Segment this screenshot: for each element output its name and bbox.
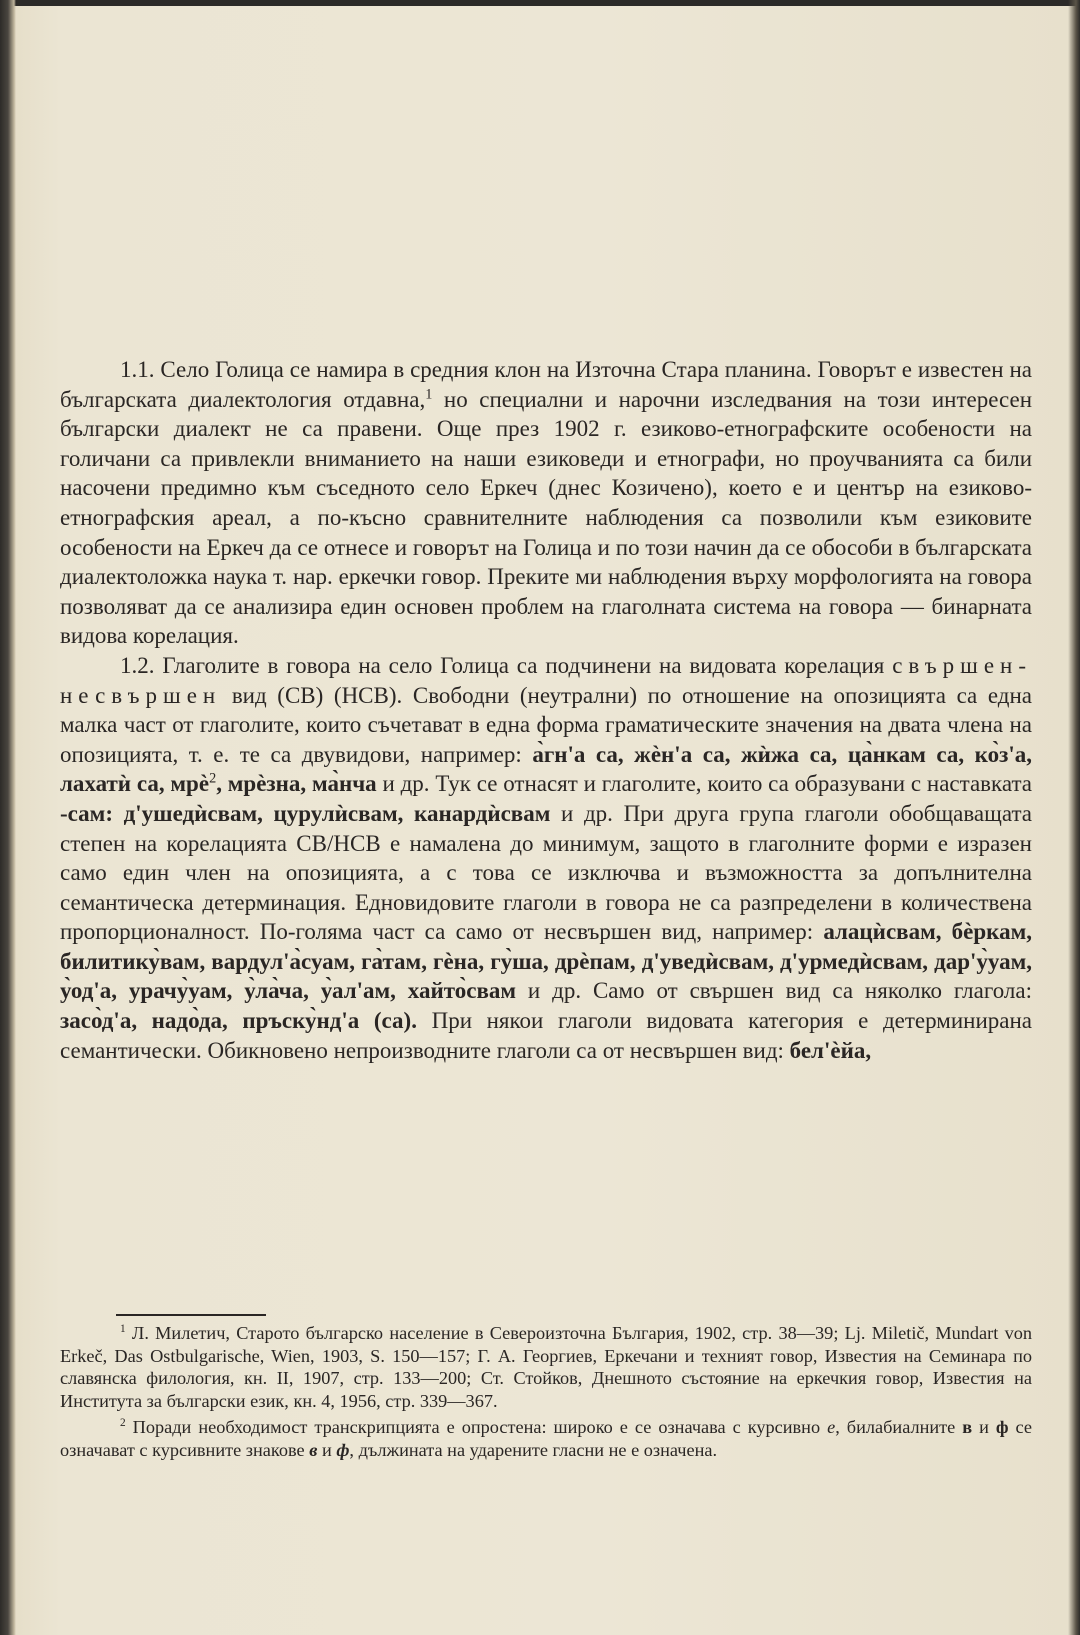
paragraph-1-2-text-e: и др. Само от свършен вид са няколко глагола: [516, 978, 1032, 1004]
footnote-2 [60, 1416, 1032, 1461]
paragraph-1-1-rest: но специални и нарочни изследвания на този интересен български диалект не са правени. Още през 1902 г. езиково-етнографските особености на голичани са привлекли вниманието на наши езиковеди и етнографи, но проучванията са били насочени предимно към съседното село Еркеч (днес Козичено), което е и център на езиково-етнографския ареал, а по-късно сравнителните наблюдения са позволили към езиковите особености на Еркеч да се отнесе и говорът на Голица и по този начин да се обособи в българската диалектоложка наука т. нар. еркечки говор. Преките ми наблюдения върху морфологията на говора позволяват да се анализира един основен проблем на глаголната система на говора — бинарната видова корелация. [60, 386, 1032, 649]
footnote-2-text-a: Поради необходимост транскрипцията е опростена: широко е се означава с курсивно [125, 1417, 828, 1438]
spaced-term: свършен-несвършен [60, 652, 1032, 708]
paragraph-1-2-text-d: и др. При друга група глаголи обобщаващата степен на корелацията СВ/НСВ е намалена до минимум, защото в глаголните форми е изразен само един член на опозицията, а с това се изключва и възможността за допълнителна семантическа детерминация. Едновидовите глаголи в говора не са разпределени в количествена пропорционалност. По-голяма част са само от несвършен вид, например: [60, 800, 1032, 945]
paragraph-1-1-text: 1.1. Село Голица се намира в средния клон на Източна Стара планина. Говорът е известен на българската диалектология отдавна, [60, 357, 1032, 412]
paragraph-1-2-text-a: 1.2. Глаголите в говора на село Голица са подчинени на видовата корелация [120, 652, 893, 678]
book-binding-edge [0, 0, 16, 1635]
footnotes [60, 1322, 1032, 1462]
example-perfective-verbs: засо̀д'а, надо̀да, пръску̀нд'а (са). [60, 1008, 417, 1034]
paragraph-1-1 [60, 355, 1032, 651]
footnote-2-bold-v: в [962, 1417, 973, 1438]
footnote-1-number: 1 [120, 1322, 126, 1335]
footnote-2-text-d: , дължината на ударените гласни не е означена. [349, 1439, 718, 1460]
scan-top-edge [0, 0, 1080, 6]
footnote-divider [116, 1314, 266, 1316]
footnote-2-number: 2 [120, 1417, 126, 1430]
footnote-ref-2: 2 [209, 770, 217, 787]
footnote-ref-1: 1 [425, 385, 433, 402]
footnote-1 [60, 1322, 1032, 1412]
footnote-2-italic-v: в [309, 1439, 318, 1460]
footnote-2-and: и [972, 1417, 996, 1438]
footnote-1-text: Л. Милетич, Старото българско население в Североизточна България, 1902, стр. 38—39; Lj. Miletič, Mundart von Erkeč, Das Ostbulgarische, Wien, 1903, S. 150—157; Г. А. Георгиев, Еркечани и техният говор, Известия на Семинара по славянска филология, кн. II, 1907, стр. 133—200; Ст. Стойков, Днешното състояние на еркечкия говор, Известия на Института за български език, кн. 4, 1956, стр. 339—367. [60, 1323, 1032, 1411]
suffix-sam: -сам: [60, 800, 113, 826]
footnote-2-bold-f: ф [995, 1417, 1009, 1438]
paragraph-1-2-text-f: При някои глаголи видовата категория е детерминирана семантически. Обикновено непроизводните глаголи са от несвършен вид: [60, 1008, 1032, 1063]
example-suffix-verbs: д'ушедѝсвам, цурулѝсвам, канардѝсвам [112, 800, 551, 826]
example-imperfective-verbs: алацѝсвам, бѐркам, билитику̀вам, вардул'а̀суам, га̀там, гѐна, гу̀ша, дрѐпам, д'уведѝсвам, д'урмедѝсвам, дар'у̀уам, у̀од'а, урачу̀уам, у̀ла̀ча, у̀ал'ам, хайто̀свам [60, 919, 1032, 1004]
footnote-2-italic-e: е [827, 1417, 836, 1438]
footnote-2-text-c: се означават с курсивните знакове [60, 1417, 1033, 1460]
footnote-2-text-b: , билабиалните [835, 1417, 963, 1438]
footnote-2-and-2: и [317, 1439, 337, 1460]
example-biaspectual-verbs: а̀гн'а са, жѐн'а са, жѝжа са, ца̀нкам са, ко̀з'а, лахатѝ са, мрѐ [60, 741, 1032, 797]
paragraph-1-2-text-c: и др. Тук се отнасят и глаголите, които са образувани с наставката [376, 771, 1032, 797]
footnote-2-italic-f: ф [336, 1439, 350, 1460]
example-nonderived-verb: бел'ѐйа, [789, 1037, 872, 1063]
paragraph-1-2-text-b: вид (СВ) (НСВ). Свободни (неутрални) по отношение на опозицията са една малка част от глаголите, които съчетават в една форма граматическите значения на двата члена на опозицията, т. е. те са двувидови, например: [60, 682, 1032, 767]
body-text [60, 355, 1032, 1065]
paragraph-1-2 [60, 651, 1032, 1065]
example-biaspectual-verbs-cont: , мрѐзна, ма̀нча [216, 771, 377, 797]
scan-right-edge [1068, 0, 1080, 1635]
